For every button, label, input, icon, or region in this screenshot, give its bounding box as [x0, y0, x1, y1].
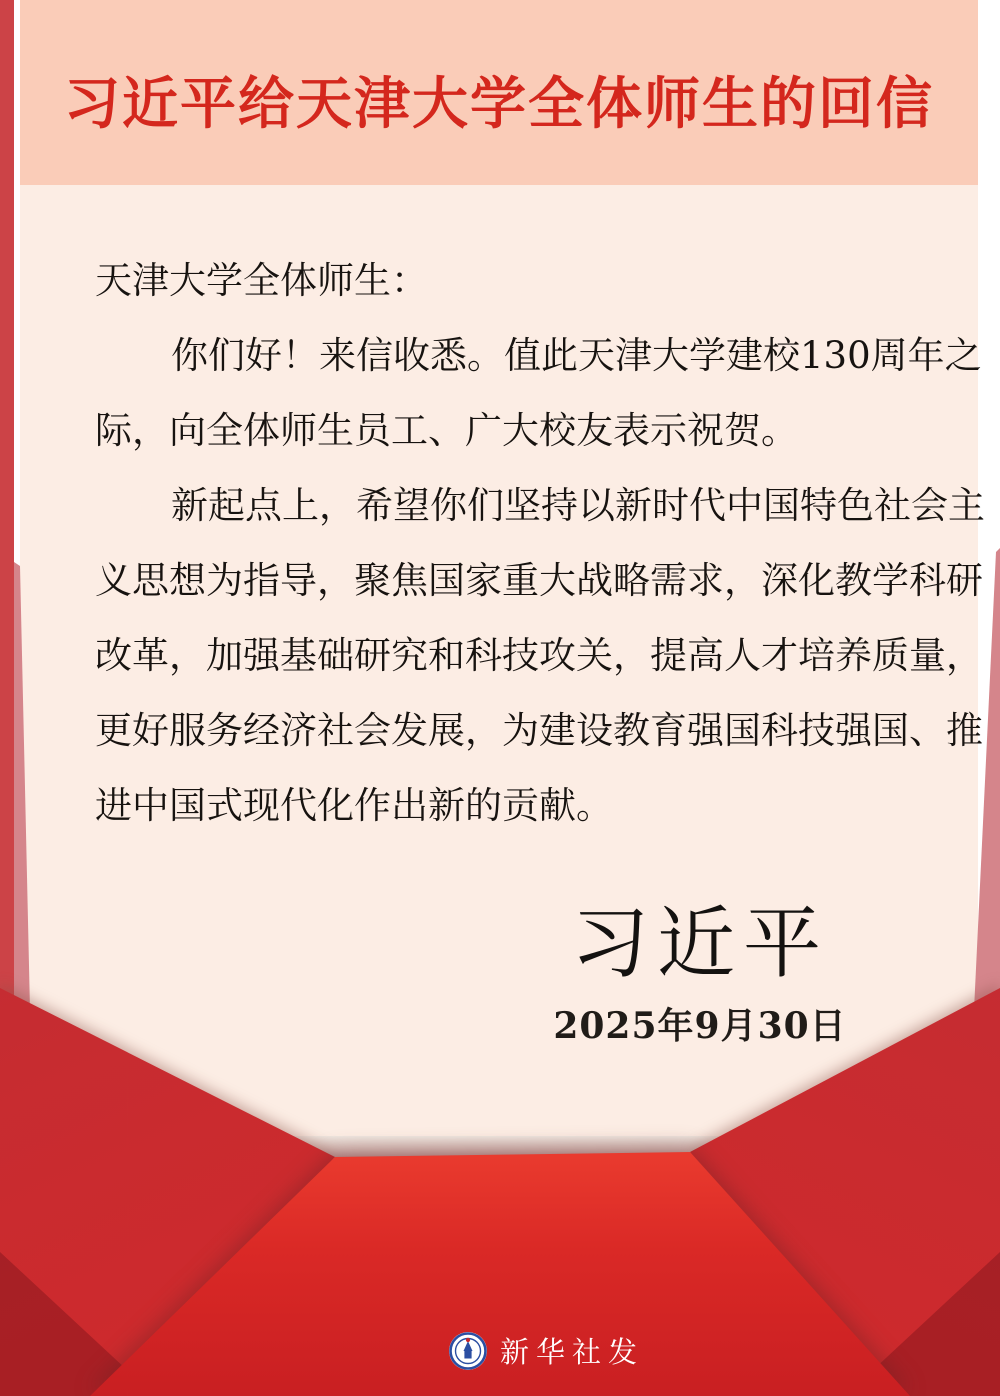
letter-line: 新起点上，希望你们坚持以新时代中国特色社会主 — [171, 484, 985, 527]
letter-line-salutation: 天津大学全体师生： — [95, 259, 428, 302]
signature: 习近平 — [570, 899, 829, 989]
page-title: 习近平给天津大学全体师生的回信 — [64, 70, 934, 137]
letter-line: 更好服务经济社会发展，为建设教育强国科技强国、推 — [95, 709, 983, 752]
letter-line: 进中国式现代化作出新的贡献。 — [95, 784, 613, 827]
letter-date: 2025年9月30日 — [553, 1005, 847, 1047]
news-agency-credit — [448, 1330, 644, 1371]
credit-label: 新华社发 — [500, 1335, 645, 1369]
letter-line: 改革，加强基础研究和科技攻关，提高人才培养质量， — [95, 634, 983, 677]
letter-line: 义思想为指导，聚焦国家重大战略需求，深化教学科研 — [95, 559, 983, 602]
letter-line: 际，向全体师生员工、广大校友表示祝贺。 — [95, 409, 798, 452]
letter-line: 你们好！来信收悉。值此天津大学建校130周年之 — [171, 334, 982, 377]
xinhua-emblem-icon — [448, 1331, 488, 1371]
